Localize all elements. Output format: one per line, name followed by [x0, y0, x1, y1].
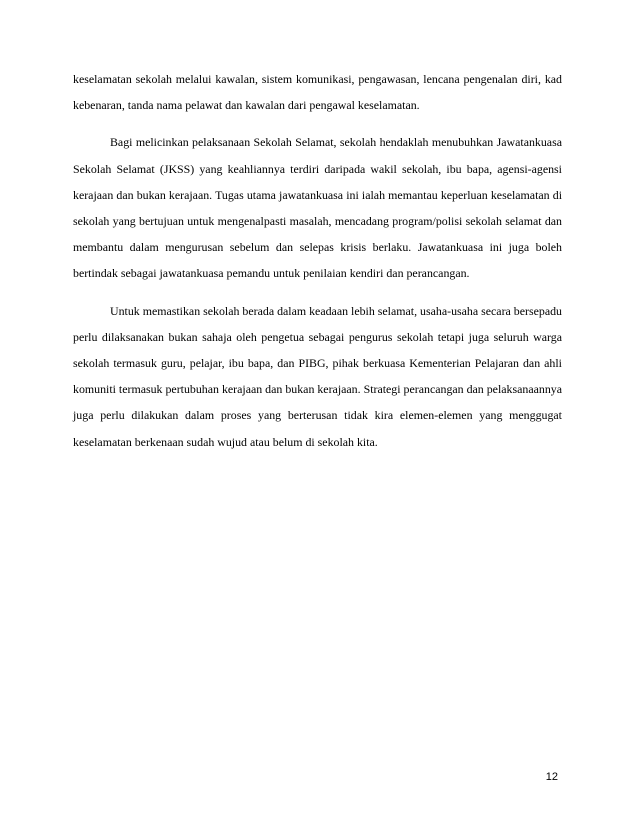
paragraph-1: keselamatan sekolah melalui kawalan, sistem komunikasi, pengawasan, lencana pengenalan diri, kad kebenaran, tanda nama pelawat dan kawalan dari pengawal keselamatan. [73, 72, 562, 113]
paragraph-3: Untuk memastikan sekolah berada dalam keadaan lebih selamat, usaha-usaha secara bersepadu perlu dilaksanakan bukan sahaja oleh pengetua sebagai pengurus sekolah tetapi juga seluruh warga sekolah termasuk guru, pelajar, ibu bapa, dan PIBG, pihak berkuasa Kementerian Pelajaran dan ahli komuniti termasuk pertubuhan kerajaan dan bukan kerajaan. Strategi perancangan dan pelaksanaannya juga perlu dilakukan dalam proses yang berterusan tidak kira elemen-elemen yang menggugat keselamatan berkenaan sudah wujud atau belum di sekolah kita. [73, 303, 562, 449]
body-text [73, 66, 562, 466]
page-number: 12 [545, 771, 558, 783]
paragraph-2: Bagi melicinkan pelaksanaan Sekolah Selamat, sekolah hendaklah menubuhkan Jawatankuasa Sekolah Selamat (JKSS) yang keahliannya terdiri daripada wakil sekolah, ibu bapa, agensi-agensi kerajaan dan bukan kerajaan. Tugas utama jawatankuasa ini ialah memantau keperluan keselamatan di sekolah yang bertujuan untuk mengenalpasti masalah, mencadang program/polisi sekolah selamat dan membantu dalam mengurusan sebelum dan selepas krisis berlaku. Jawatankuasa ini juga boleh bertindak sebagai jawatankuasa pemandu untuk penilaian kendiri dan perancangan. [73, 135, 562, 281]
